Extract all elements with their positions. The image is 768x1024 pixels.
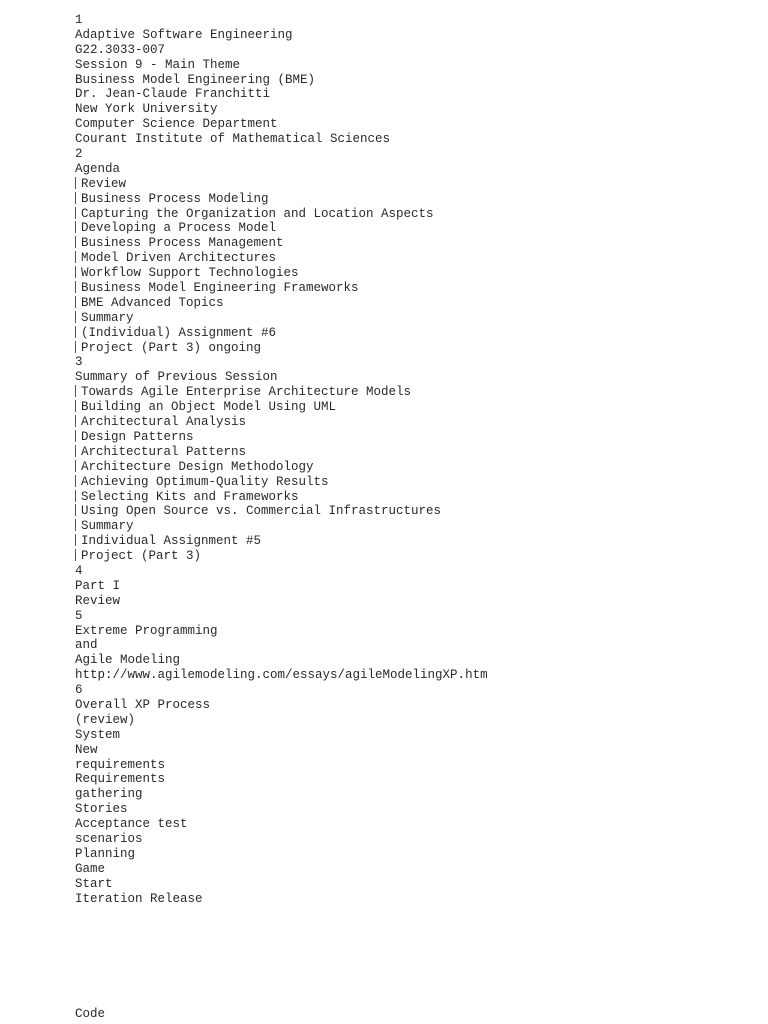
line-text: Summary	[81, 310, 134, 325]
text-line	[75, 370, 755, 385]
bullet-item	[75, 251, 755, 266]
line-text: Business Process Management	[81, 236, 284, 251]
line-text: Project (Part 3) ongoing	[81, 340, 262, 355]
line-text: Overall XP Process	[75, 697, 211, 712]
line-text: Architecture Design Methodology	[81, 459, 314, 474]
text-line	[75, 117, 755, 132]
bullet-bar-icon	[75, 445, 76, 457]
text-line	[75, 817, 755, 832]
bullet-item	[75, 534, 755, 549]
line-text: 5	[75, 608, 83, 623]
line-text: Capturing the Organization and Location Aspects	[81, 206, 434, 221]
line-text: Workflow Support Technologies	[81, 266, 299, 281]
bullet-item	[75, 385, 755, 400]
text-line	[75, 13, 755, 28]
bullet-item	[75, 341, 755, 356]
line-text: G22.3033-007	[75, 42, 166, 57]
line-text: Dr. Jean-Claude Franchitti	[75, 87, 271, 102]
line-text: Part I	[75, 578, 121, 593]
bullet-item	[75, 460, 755, 475]
bullet-item	[75, 430, 755, 445]
line-text: Project (Part 3)	[81, 549, 202, 564]
line-text: requirements	[75, 757, 166, 772]
text-line	[75, 579, 755, 594]
line-text: and	[75, 638, 98, 653]
text-line	[75, 713, 755, 728]
line-text: Adaptive Software Engineering	[75, 27, 293, 42]
line-text: Start	[75, 876, 113, 891]
line-text: gathering	[75, 787, 143, 802]
document-text	[75, 13, 755, 906]
bullet-item	[75, 504, 755, 519]
line-text: Courant Institute of Mathematical Sciences	[75, 132, 391, 147]
line-text: Review	[81, 176, 127, 191]
text-line	[75, 772, 755, 787]
line-text: Summary	[81, 519, 134, 534]
bullet-item	[75, 177, 755, 192]
text-line	[75, 162, 755, 177]
text-line	[75, 862, 755, 877]
bullet-bar-icon	[75, 177, 76, 189]
line-text: Architectural Analysis	[81, 415, 247, 430]
text-line	[75, 787, 755, 802]
text-line	[75, 832, 755, 847]
bullet-bar-icon	[75, 519, 76, 531]
bullet-item	[75, 519, 755, 534]
text-line	[75, 43, 755, 58]
line-text: New York University	[75, 102, 218, 117]
line-text: (review)	[75, 712, 136, 727]
bullet-item	[75, 445, 755, 460]
line-text: Individual Assignment #5	[81, 534, 262, 549]
bullet-bar-icon	[75, 251, 76, 263]
text-line	[75, 683, 755, 698]
bullet-item	[75, 266, 755, 281]
bullet-bar-icon	[75, 415, 76, 427]
text-line	[75, 355, 755, 370]
bullet-item	[75, 296, 755, 311]
bullet-bar-icon	[75, 341, 76, 353]
line-text: Summary of Previous Session	[75, 370, 278, 385]
line-text: Planning	[75, 846, 136, 861]
bullet-item	[75, 400, 755, 415]
text-line	[75, 638, 755, 653]
line-text: Achieving Optimum-Quality Results	[81, 474, 329, 489]
bullet-bar-icon	[75, 236, 76, 248]
line-text: Building an Object Model Using UML	[81, 400, 337, 415]
bullet-item	[75, 207, 755, 222]
text-line	[75, 132, 755, 147]
bullet-item	[75, 281, 755, 296]
text-line	[75, 28, 755, 43]
line-text: Model Driven Architectures	[81, 251, 277, 266]
text-line	[75, 847, 755, 862]
bullet-item	[75, 326, 755, 341]
line-text: Business Process Modeling	[81, 191, 269, 206]
text-line	[75, 892, 755, 907]
text-line	[75, 668, 755, 683]
bullet-bar-icon	[75, 430, 76, 442]
line-text: 2	[75, 147, 83, 162]
line-text: Requirements	[75, 772, 166, 787]
text-line	[75, 594, 755, 609]
text-line	[75, 147, 755, 162]
bullet-bar-icon	[75, 400, 76, 412]
line-text: Iteration Release	[75, 891, 203, 906]
line-text: http://www.agilemodeling.com/essays/agileModelingXP.htm	[75, 668, 488, 683]
bullet-item	[75, 192, 755, 207]
bullet-bar-icon	[75, 221, 76, 233]
line-text: Review	[75, 593, 121, 608]
bullet-bar-icon	[75, 207, 76, 219]
line-text: Extreme Programming	[75, 623, 218, 638]
text-line	[75, 653, 755, 668]
bullet-bar-icon	[75, 504, 76, 516]
line-text: scenarios	[75, 831, 143, 846]
line-text: Business Model Engineering (BME)	[75, 72, 316, 87]
text-line	[75, 743, 755, 758]
line-text: Stories	[75, 802, 128, 817]
text-line	[75, 624, 755, 639]
line-text: 6	[75, 683, 83, 698]
bullet-bar-icon	[75, 490, 76, 502]
bullet-bar-icon	[75, 311, 76, 323]
line-text: 4	[75, 563, 83, 578]
line-text: Agenda	[75, 161, 121, 176]
trailing-text-line: Code	[75, 1007, 106, 1021]
text-line	[75, 102, 755, 117]
text-line	[75, 802, 755, 817]
line-text: Architectural Patterns	[81, 444, 247, 459]
bullet-bar-icon	[75, 549, 76, 561]
bullet-item	[75, 236, 755, 251]
text-line	[75, 877, 755, 892]
line-text: New	[75, 742, 98, 757]
line-text: Business Model Engineering Frameworks	[81, 281, 359, 296]
bullet-bar-icon	[75, 326, 76, 338]
line-text: Game	[75, 861, 106, 876]
line-text: (Individual) Assignment #6	[81, 325, 277, 340]
text-line	[75, 758, 755, 773]
text-line	[75, 73, 755, 88]
text-line	[75, 58, 755, 73]
text-line	[75, 698, 755, 713]
bullet-item	[75, 221, 755, 236]
line-text: Session 9 - Main Theme	[75, 57, 241, 72]
line-text: 3	[75, 355, 83, 370]
text-line	[75, 87, 755, 102]
line-text: Agile Modeling	[75, 653, 181, 668]
bullet-item	[75, 490, 755, 505]
line-text: BME Advanced Topics	[81, 295, 224, 310]
line-text: System	[75, 727, 121, 742]
bullet-bar-icon	[75, 266, 76, 278]
bullet-bar-icon	[75, 296, 76, 308]
bullet-item	[75, 415, 755, 430]
bullet-bar-icon	[75, 475, 76, 487]
bullet-bar-icon	[75, 281, 76, 293]
bullet-bar-icon	[75, 385, 76, 397]
line-text: Using Open Source vs. Commercial Infrastructures	[81, 504, 442, 519]
bullet-item	[75, 549, 755, 564]
text-line	[75, 609, 755, 624]
bullet-bar-icon	[75, 192, 76, 204]
bullet-bar-icon	[75, 534, 76, 546]
line-text: Acceptance test	[75, 817, 188, 832]
text-line	[75, 564, 755, 579]
bullet-item	[75, 311, 755, 326]
bullet-bar-icon	[75, 460, 76, 472]
bullet-item	[75, 475, 755, 490]
line-text: Towards Agile Enterprise Architecture Models	[81, 385, 412, 400]
text-line	[75, 728, 755, 743]
line-text: Selecting Kits and Frameworks	[81, 489, 299, 504]
line-text: 1	[75, 13, 83, 27]
line-text: Computer Science Department	[75, 117, 278, 132]
line-text: Developing a Process Model	[81, 221, 277, 236]
line-text: Design Patterns	[81, 429, 194, 444]
